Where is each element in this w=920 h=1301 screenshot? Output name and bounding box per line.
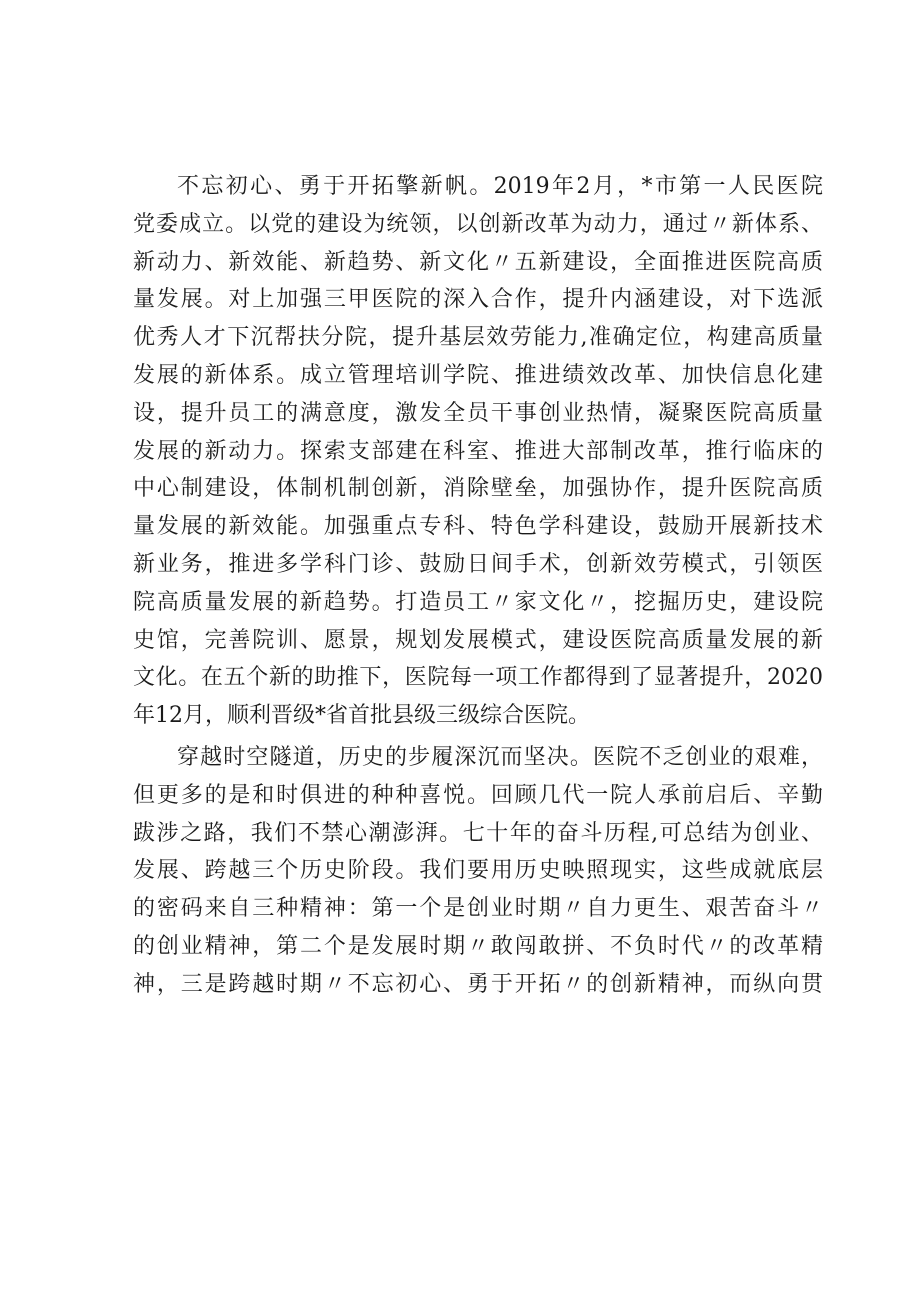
paragraph-line: 年12月，顺利晋级*省首批县级三级综合医院。 [133,703,590,729]
paragraph-line: 但更多的是和时俱进的种种喜悦。回顾几代一院人承前启后、辛勤 [133,782,823,808]
paragraph-line: 发展的新动力。探索支部建在科室、推进大部制改革，推行临床的 [133,438,823,464]
paragraph-2 [133,739,823,1004]
paragraph-line: 优秀人才下沉帮扶分院，提升基层效劳能力,准确定位，构建高质量 [133,325,823,351]
paragraph-line: 史馆，完善院训、愿景，规划发展模式，建设医院高质量发展的新 [133,627,823,653]
paragraph-line: 党委成立。以党的建设为统领，以创新改革为动力，通过〃新体系、 [133,211,823,237]
paragraph-line: 文化。在五个新的助推下，医院每一项工作都得到了显著提升，2020 [133,665,823,691]
paragraph-line: 设，提升员工的满意度，激发全员干事创业热情，凝聚医院高质量 [133,400,823,426]
paragraph-line: 新业务，推进多学科门诊、鼓励日间手术，创新效劳模式，引领医 [133,551,823,577]
paragraph-line: 神，三是跨越时期〃不忘初心、勇于开拓〃的创新精神，而纵向贯 [133,971,823,997]
paragraph-line: 跋涉之路，我们不禁心潮澎湃。七十年的奋斗历程,可总结为创业、 [133,820,823,846]
paragraph-line: 的密码来自三种精神：第一个是创业时期〃自力更生、艰苦奋斗〃 [133,896,823,922]
paragraph-line: 新动力、新效能、新趋势、新文化〃五新建设，全面推进医院高质 [133,249,823,275]
paragraph-line: 发展、跨越三个历史阶段。我们要用历史映照现实，这些成就底层 [133,858,823,884]
document-body [133,168,823,1004]
paragraph-line: 院高质量发展的新趋势。打造员工〃家文化〃，挖掘历史，建设院 [133,589,823,615]
paragraph-line: 不忘初心、勇于开拓擎新帆。2019年2月，*市第一人民医院 [177,174,823,199]
paragraph-line: 量发展。对上加强三甲医院的深入合作，提升内涵建设，对下选派 [133,287,823,313]
paragraph-line: 中心制建设，体制机制创新，消除壁垒，加强协作，提升医院高质 [133,476,823,502]
paragraph-1 [133,168,823,735]
paragraph-line: 穿越时空隧道，历史的步履深沉而坚决。医院不乏创业的艰难， [177,744,823,770]
paragraph-line: 量发展的新效能。加强重点专科、特色学科建设，鼓励开展新技术 [133,514,823,540]
paragraph-line: 的创业精神，第二个是发展时期〃敢闯敢拼、不负时代〃的改革精 [133,933,823,959]
paragraph-line: 发展的新体系。成立管理培训学院、推进绩效改革、加快信息化建 [133,362,823,388]
